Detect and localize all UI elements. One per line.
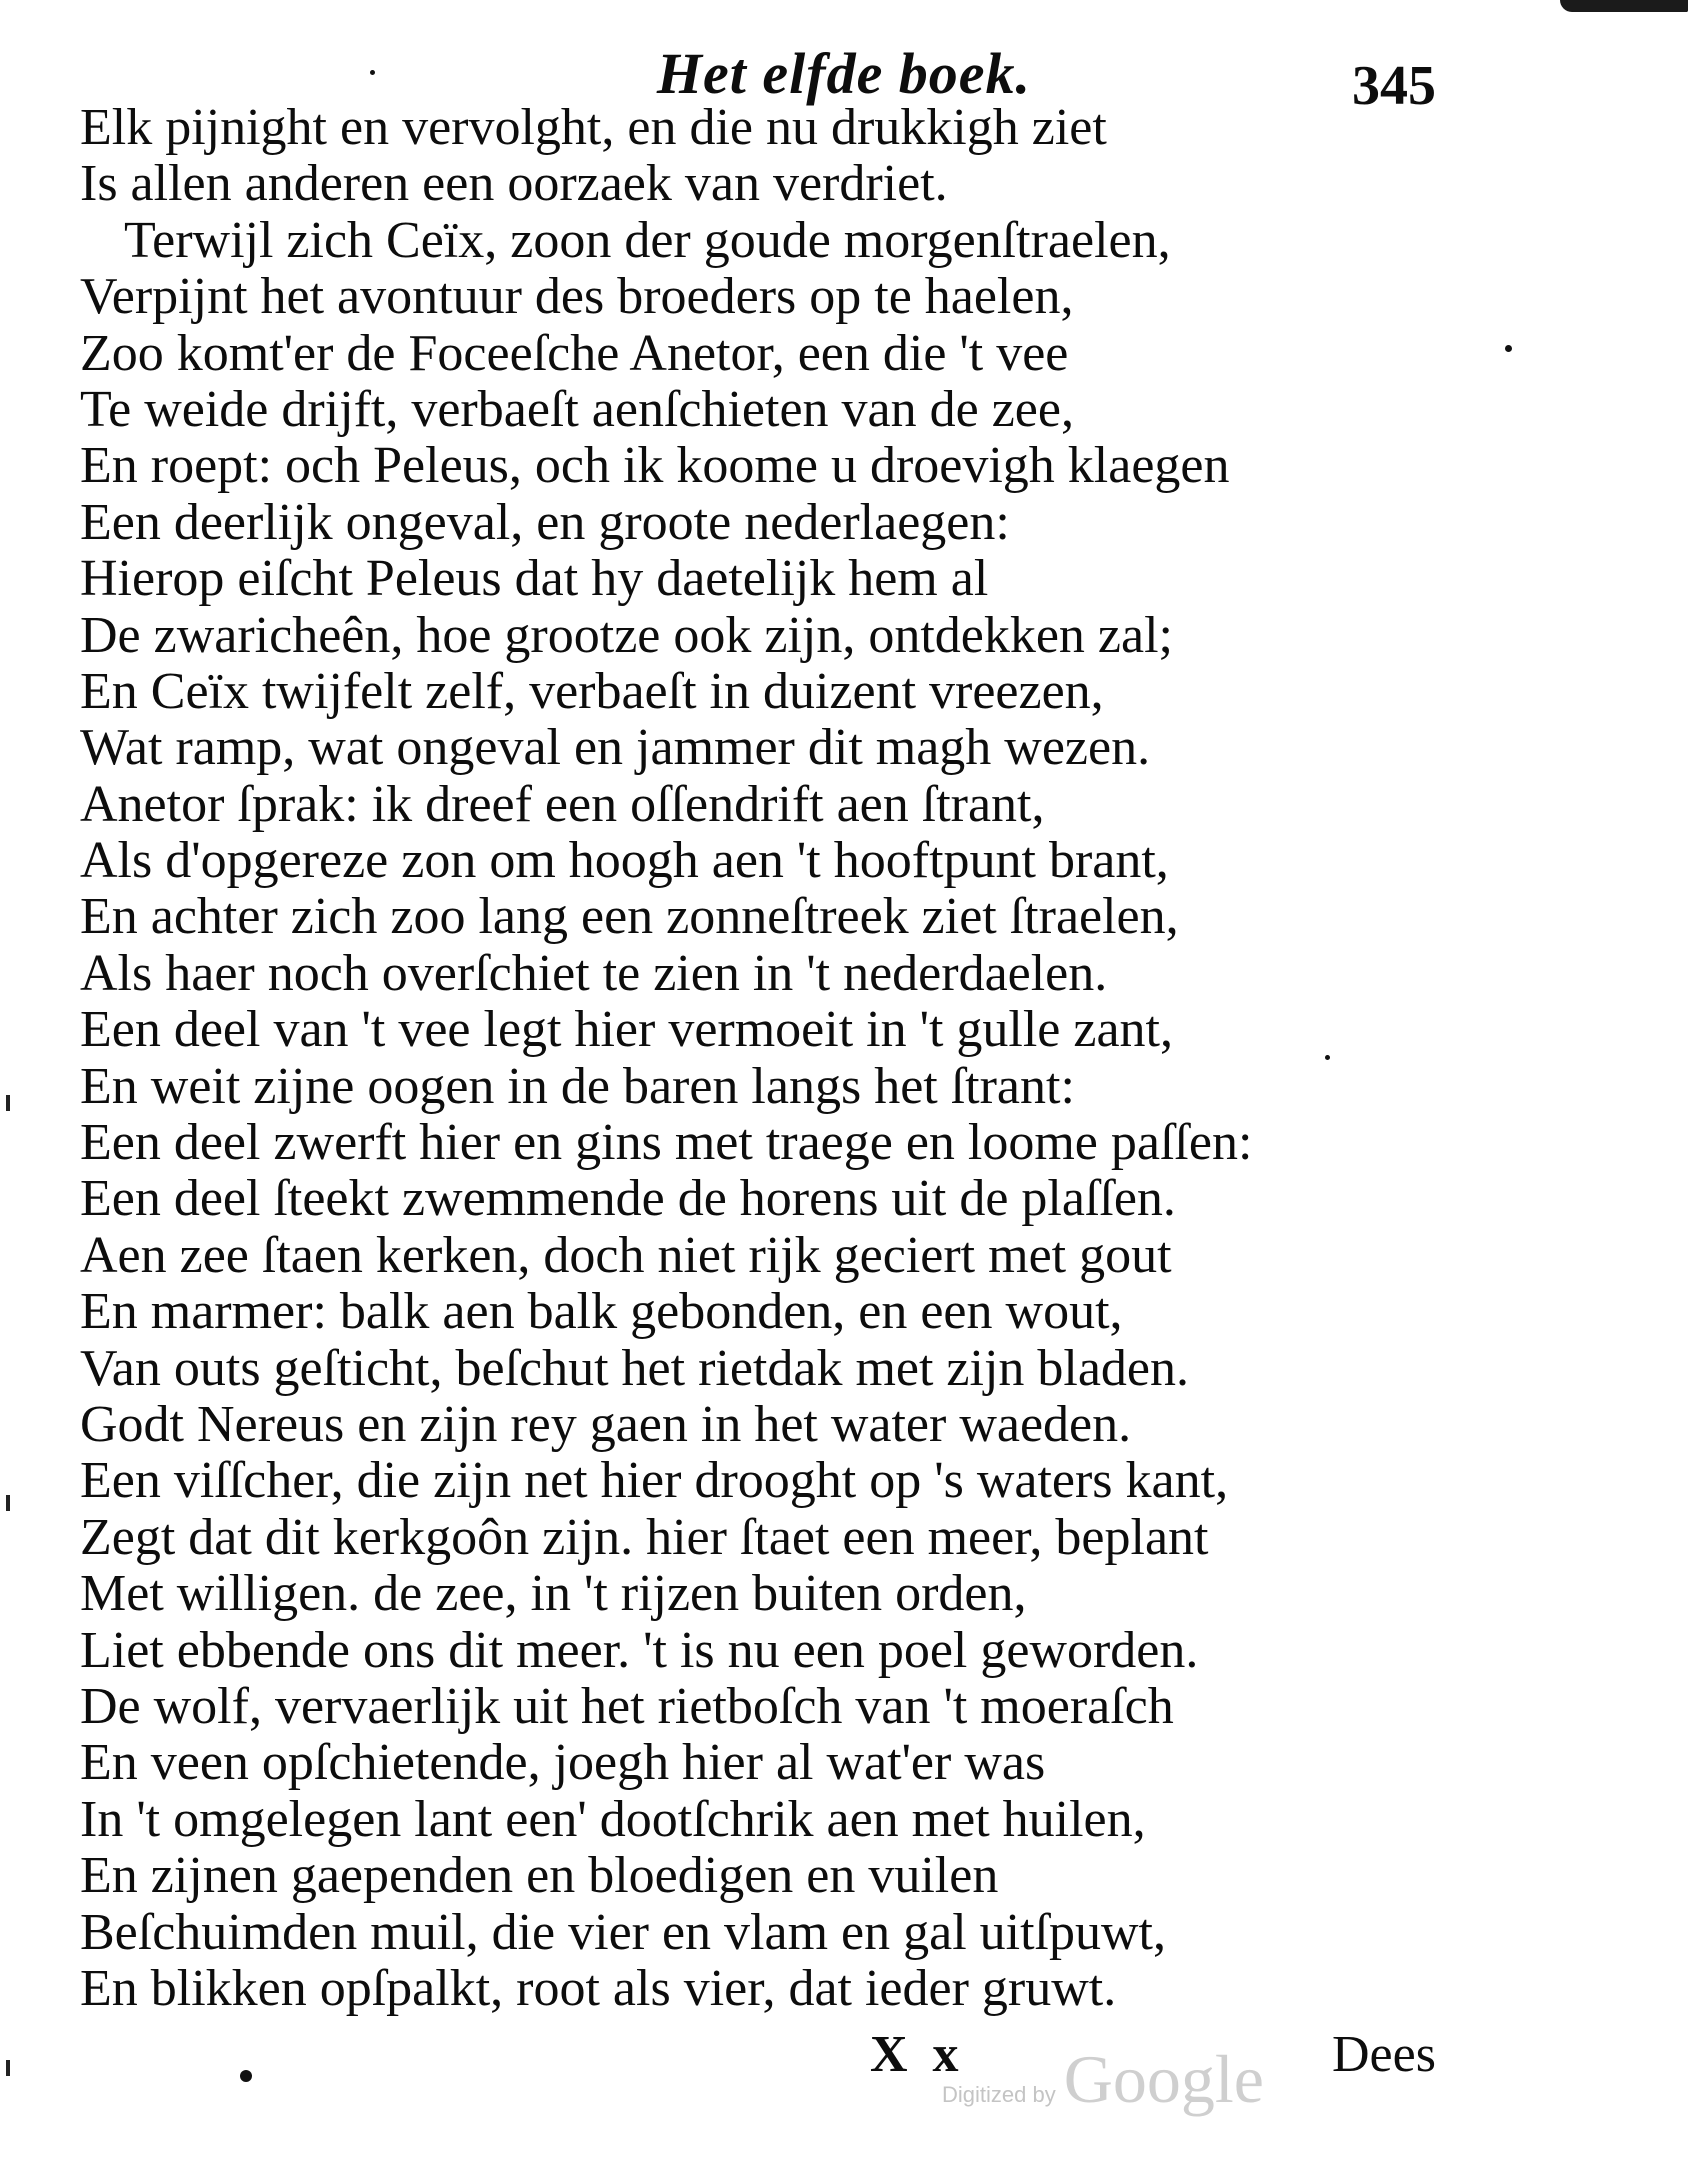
- verse-line: Een viſſcher, die zijn net hier drooght op 's waters kant,: [80, 1452, 1229, 1510]
- verse-line: Zegt dat dit kerkgoôn zijn. hier ſtaet een meer, beplant: [80, 1508, 1209, 1566]
- verse-line: Terwijl zich Ceïx, zoon der goude morgenſtraelen,: [124, 211, 1171, 269]
- verse-line: En roept: och Peleus, och ik koome u droevigh klaegen: [80, 437, 1230, 495]
- page-number: 345: [1352, 55, 1436, 117]
- verse-line: En zijnen gaependen en bloedigen en vuilen: [80, 1847, 999, 1905]
- verse-line: Beſchuimden muil, die vier en vlam en gal uitſpuwt,: [80, 1903, 1166, 1961]
- verse-line: Als d'opgereze zon om hoogh aen 't hooftpunt brant,: [80, 832, 1169, 890]
- verse-line: In 't omgelegen lant een' dootſchrik aen met huilen,: [80, 1790, 1146, 1848]
- digitization-watermark: [942, 2040, 1264, 2119]
- google-logo: Google: [1063, 2041, 1264, 2117]
- verse-line: Liet ebbende ons dit meer. 't is nu een poel geworden.: [80, 1621, 1199, 1679]
- verse-line: De wolf, vervaerlijk uit het rietboſch van 't moeraſch: [80, 1677, 1174, 1735]
- verse-line: Een deerlijk ongeval, en groote nederlaegen:: [80, 493, 1010, 551]
- verse-line: Verpijnt het avontuur des broeders op te haelen,: [80, 268, 1074, 326]
- ink-speck: [1505, 345, 1512, 352]
- watermark-prefix: Digitized by: [942, 2082, 1056, 2107]
- verse-line: Als haer noch overſchiet te zien in 't nederdaelen.: [80, 944, 1108, 1002]
- ink-speck: [240, 2070, 252, 2082]
- verse-line: Godt Nereus en zijn rey gaen in het water waeden.: [80, 1395, 1132, 1453]
- edge-mark: [6, 1095, 10, 1111]
- edge-mark: [6, 1495, 10, 1511]
- verse-line: Een deel van 't vee legt hier vermoeit in 't gulle zant,: [80, 1001, 1173, 1059]
- verse-line: Te weide drijft, verbaeſt aenſchieten van de zee,: [80, 380, 1074, 438]
- verse-line: Met willigen. de zee, in 't rijzen buiten orden,: [80, 1565, 1027, 1623]
- ink-speck: [370, 70, 375, 75]
- verse-line: En marmer: balk aen balk gebonden, en een wout,: [80, 1283, 1123, 1341]
- verse-line: De zwaricheên, hoe grootze ook zijn, ontdekken zal;: [80, 606, 1173, 664]
- verse-line: Elk pijnight en vervolght, en die nu drukkigh ziet: [80, 99, 1107, 156]
- verse-line: En veen opſchietende, joegh hier al wat'er was: [80, 1734, 1046, 1792]
- verse-line: En blikken opſpalkt, root als vier, dat ieder gruwt.: [80, 1959, 1117, 2017]
- verse-text: [80, 100, 1400, 2017]
- ink-speck: [1325, 1055, 1330, 1060]
- verse-line: Wat ramp, wat ongeval en jammer dit magh wezen.: [80, 719, 1151, 777]
- verse-line: En Ceïx twijfelt zelf, verbaeſt in duizent vreezen,: [80, 662, 1104, 720]
- verse-line: Een deel zwerft hier en gins met traege en loome paſſen:: [80, 1114, 1253, 1172]
- verse-line: Van outs geſticht, beſchut het rietdak met zijn bladen.: [80, 1339, 1190, 1397]
- page-corner-smudge: [1560, 0, 1688, 12]
- catchword: Dees: [1332, 2026, 1436, 2083]
- verse-line: En weit zijne oogen in de baren langs het ſtrant:: [80, 1057, 1075, 1115]
- verse-line: Anetor ſprak: ik dreef een oſſendrift aen ſtrant,: [80, 775, 1045, 833]
- verse-line: Aen zee ſtaen kerken, doch niet rijk geciert met gout: [80, 1226, 1172, 1284]
- verse-line: Zoo komt'er de Foceeſche Anetor, een die 't vee: [80, 324, 1069, 382]
- verse-line: Een deel ſteekt zwemmende de horens uit de plaſſen.: [80, 1170, 1176, 1228]
- verse-line: En achter zich zoo lang een zonneſtreek ziet ſtraelen,: [80, 888, 1179, 946]
- running-head: Het elfde boek.: [656, 41, 1032, 106]
- verse-line: Hierop eiſcht Peleus dat hy daetelijk hem al: [80, 550, 989, 608]
- signature-mark: X x: [870, 2026, 965, 2083]
- edge-mark: [6, 2060, 10, 2076]
- verse-line: Is allen anderen een oorzaek van verdriet.: [80, 155, 948, 213]
